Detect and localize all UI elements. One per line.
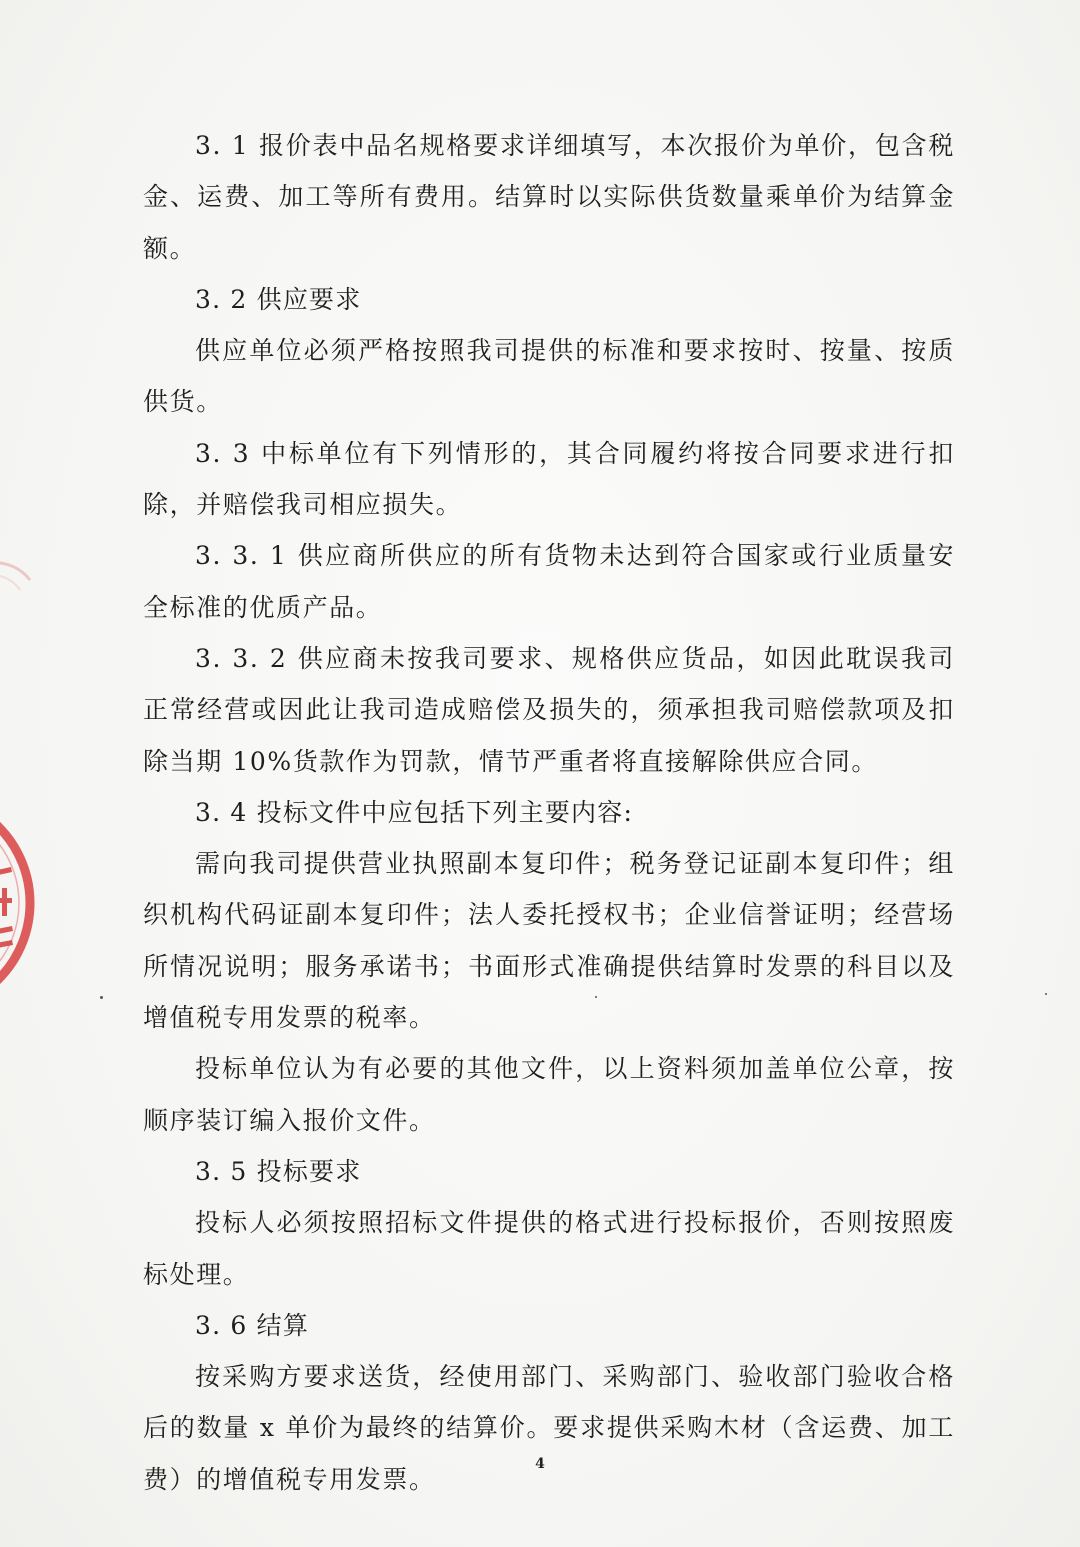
paragraph-3-3-2: 3. 3. 2 供应商未按我司要求、规格供应货品，如因此耽误我司正常经营或因此让我司造成赔偿及损失的，须承担我司赔偿款项及扣除当期 10%货款作为罚款，情节严重者将直接解除供应合同。 xyxy=(143,643,955,776)
speck-mark xyxy=(1045,993,1047,995)
paragraph-other-documents: 投标单位认为有必要的其他文件，以上资料须加盖单位公章，按顺序装订编入报价文件。 xyxy=(143,1054,955,1135)
paragraph-bid-requirement: 投标人必须按照招标文件提供的格式进行投标报价，否则按照废标处理。 xyxy=(143,1208,955,1289)
document-body xyxy=(143,120,955,1505)
speck-mark xyxy=(100,996,103,999)
heading-3-4: 3. 4 投标文件中应包括下列主要内容: xyxy=(195,797,634,827)
paragraph-supply-requirement: 供应单位必须严格按照我司提供的标准和要求按时、按量、按质供货。 xyxy=(143,336,955,417)
page-number: 4 xyxy=(535,1456,545,1472)
heading-3-2: 3. 2 供应要求 xyxy=(195,284,362,314)
paragraph-settlement: 按采购方要求送货，经使用部门、采购部门、验收部门验收合格后的数量 x 单价为最终的结算价。要求提供采购木材（含运费、加工费）的增值税专用发票。 xyxy=(143,1362,955,1494)
paragraph-3-3-1: 3. 3. 1 供应商所供应的所有货物未达到符合国家或行业质量安全标准的优质产品。 xyxy=(143,541,955,622)
paragraph-3-1: 3. 1 报价表中品名规格要求详细填写，本次报价为单价，包含税金、运费、加工等所有费用。结算时以实际供货数量乘单价为结算金额。 xyxy=(143,131,955,263)
paragraph-3-3: 3. 3 中标单位有下列情形的，其合同履约将按合同要求进行扣除，并赔偿我司相应损失。 xyxy=(143,438,955,520)
heading-3-5: 3. 5 投标要求 xyxy=(195,1156,362,1186)
paragraph-required-documents: 需向我司提供营业执照副本复印件；税务登记证副本复印件；组织机构代码证副本复印件；法人委托授权书；企业信誉证明；经营场所情况说明；服务承诺书；书面形式准确提供结算时发票的科目以及增值税专用发票的税率。 xyxy=(143,849,955,1033)
faint-seal-mark-icon xyxy=(0,560,50,630)
official-seal-icon xyxy=(0,778,92,1028)
heading-3-6: 3. 6 结算 xyxy=(195,1310,310,1340)
